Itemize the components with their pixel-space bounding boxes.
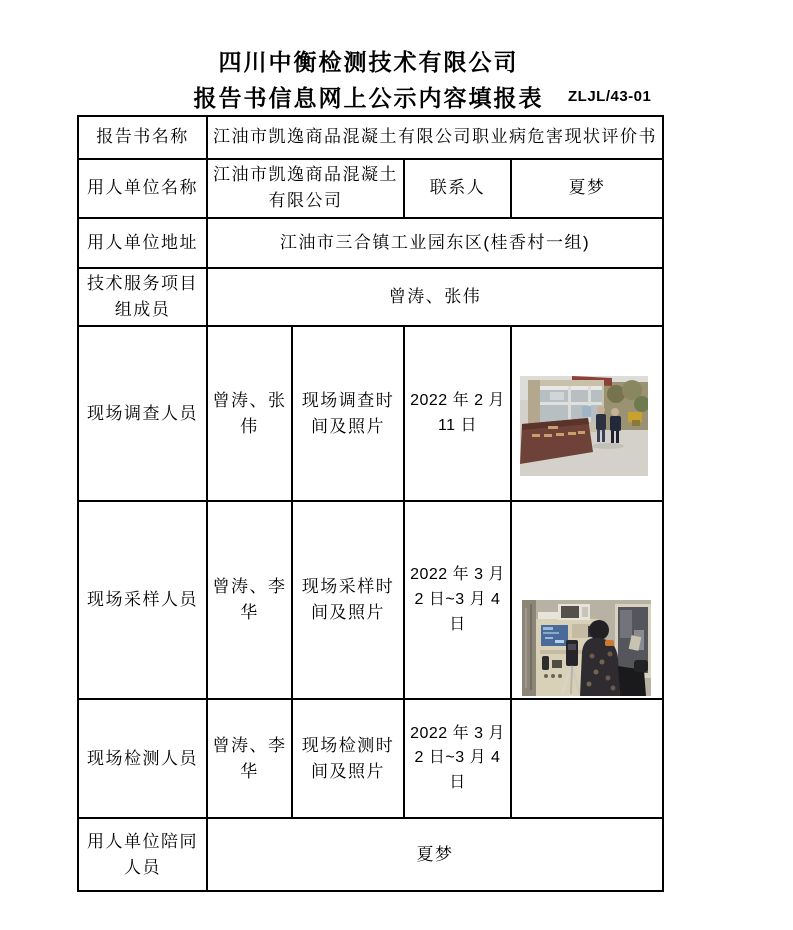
survey-date: 2022 年 2 月 11 日 [404, 326, 511, 501]
sampling-persons: 曾涛、李华 [207, 501, 292, 699]
project-team-value: 曾涛、张伟 [207, 268, 663, 327]
survey-persons: 曾涛、张伟 [207, 326, 292, 501]
contact-value: 夏梦 [511, 159, 663, 218]
employer-name-label: 用人单位名称 [78, 159, 207, 218]
survey-photo [520, 376, 648, 476]
report-info-table [77, 115, 664, 892]
escort-label: 用人单位陪同人员 [78, 818, 207, 891]
company-title: 四川中衡检测技术有限公司 [218, 49, 519, 75]
employer-address-label: 用人单位地址 [78, 218, 207, 268]
doc-code: ZLJL/43-01 [568, 88, 652, 105]
report-name-value: 江油市凯逸商品混凝土有限公司职业病危害现状评价书 [207, 116, 663, 159]
row-testing [78, 699, 663, 818]
testing-time-label: 现场检测时间及照片 [292, 699, 404, 818]
row-employer-address [78, 218, 663, 268]
testing-label: 现场检测人员 [78, 699, 207, 818]
survey-photo-cell [511, 326, 663, 501]
report-name-label: 报告书名称 [78, 116, 207, 159]
employer-name-value: 江油市凯逸商品混凝土有限公司 [207, 159, 404, 218]
row-employer-name [78, 159, 663, 218]
testing-photo-cell-empty [511, 699, 663, 818]
form-title: 报告书信息网上公示内容填报表 [193, 85, 544, 111]
employer-address-value: 江油市三合镇工业园东区(桂香村一组) [207, 218, 663, 268]
escort-value: 夏梦 [207, 818, 663, 891]
testing-date: 2022 年 3 月 2 日~3 月 4 日 [404, 699, 511, 818]
row-project-team [78, 268, 663, 327]
row-report-name [78, 116, 663, 159]
project-team-label: 技术服务项目组成员 [78, 268, 207, 327]
testing-persons: 曾涛、李华 [207, 699, 292, 818]
sampling-date: 2022 年 3 月 2 日~3 月 4 日 [404, 501, 511, 699]
row-sampling [78, 501, 663, 699]
sampling-time-label: 现场采样时间及照片 [292, 501, 404, 699]
row-escort [78, 818, 663, 891]
sampling-photo [522, 600, 651, 696]
row-survey [78, 326, 663, 501]
survey-time-label: 现场调查时间及照片 [292, 326, 404, 501]
survey-label: 现场调查人员 [78, 326, 207, 501]
sampling-photo-cell [511, 501, 663, 699]
sampling-label: 现场采样人员 [78, 501, 207, 699]
contact-label: 联系人 [404, 159, 511, 218]
